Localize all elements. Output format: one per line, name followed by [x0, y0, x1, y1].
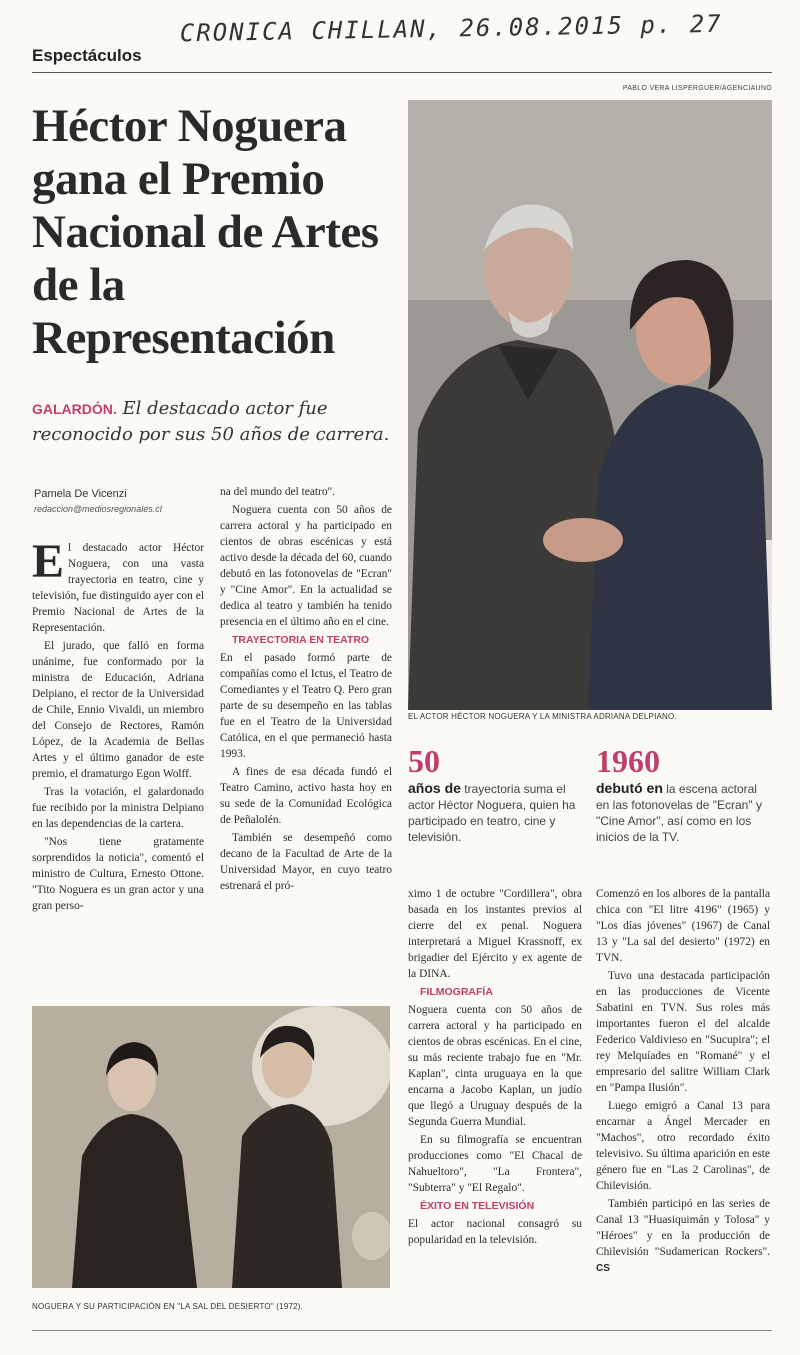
paragraph: El actor nacional consagró su popularidad en la televisión. [408, 1218, 582, 1246]
archive-photo-caption: NOGUERA Y SU PARTICIPACIÓN EN "LA SAL DEL DESIERTO" (1972). [32, 1302, 304, 1311]
paragraph: Noguera cuenta con 50 años de carrera actoral y ha participado en cientos de obras escénicas. En el cine, su más reciente trabajo fue en "Mr. Kaplan", cinta uruguaya en la que encarna a Jacobo Kaplan, un judío que llegó a Uruguay después de la Segunda Guerra Mundial. [408, 1004, 582, 1128]
paragraph: Noguera cuenta con 50 años de carrera actoral y ha participado en cientos de obras escénicas y está activo desde la década del 60, cuando debutó en las fotonovelas de "Ecran" y "Cine Amor". En la actualidad se dedica al teatro y también ha tenido presencia en el último año en el cine. [220, 504, 392, 628]
article-column-3 [408, 886, 582, 1250]
paragraph: En el pasado formó parte de compañías como el Ictus, el Teatro de Comediantes y el Teatro Q. Pero gran parte de su desempeño en las tablas fue en el Teatro de la Universidad Católica, en el que permaneció hasta 1993. [220, 652, 393, 760]
stat-number: 1960 [596, 743, 660, 779]
handwritten-source-note: CRONICA CHILLAN, 26.08.2015 p. 27 [179, 9, 723, 48]
paragraph: ximo 1 de octubre "Cordillera", obra basada en los instantes previos al cierre del ex penal. Noguera interpretará a Miguel Krassnoff, ex brigadier del Ejército y ex agente de la DINA. [408, 888, 582, 980]
paragraph: na del mundo del teatro". [220, 486, 336, 498]
lead-tag: GALARDÓN. [32, 401, 117, 417]
lead [32, 396, 402, 448]
subhead-television: ÉXITO EN TELEVISIÓN [420, 1200, 535, 1212]
paragraph: Tras la votación, el galardonado fue recibido por la ministra Delpiano en las dependencias de la cartera. [32, 786, 204, 830]
author-email: redaccion@mediosregionales.cl [34, 504, 162, 514]
archive-photo-illustration [32, 1006, 390, 1288]
paragraph: El jurado, que falló en forma unánime, fue conformado por la ministra de Educación, Adriana Delpiano, el rector de la Universidad de Chile, Ennio Vivaldi, un miembro del Consejo de Rectores, Ramón López, de la Academia de Bellas Artes y el último ganador de este premio, el dramaturgo Egon Wolff. [32, 640, 204, 780]
main-photo-illustration [408, 100, 772, 710]
dropcap: E [32, 535, 65, 588]
bottom-divider [32, 1330, 772, 1331]
paragraph: Comenzó en los albores de la pantalla chica con "El litre 4196" (1965) y "Los días jóvenes" (1967) de Canal 13 y "La sal del desierto" (1972) en TVN. [596, 888, 770, 964]
stat-debut [596, 744, 772, 845]
lead-text: El destacado actor fue reconocido por sus 50 años de carrera. [32, 398, 390, 445]
paragraph: El destacado actor Héctor Noguera, con una vasta trayectoria en teatro, cine y televisión, fue distinguido ayer con el Premio Nacional de Artes de la Representación. [32, 535, 204, 634]
photo-credit: PABLO VERA LISPERGUER/AGENCIAUNO [622, 85, 772, 92]
main-photo-caption: EL ACTOR HÉCTOR NOGUERA Y LA MINISTRA ADRIANA DELPIANO. [408, 712, 677, 721]
paragraph: También participó en las series de Canal 13 "Huasiquimán y Tolosa" y "Héroes" y en la producción de Chilevisión "Sudamerican Rockers". CS [596, 1198, 770, 1274]
stat-years [408, 744, 584, 845]
headline: Héctor Noguera gana el Premio Nacional de Artes de la Representación [32, 100, 379, 364]
subhead-trayectoria: TRAYECTORIA EN TEATRO [232, 634, 370, 646]
article-column-2 [220, 484, 392, 896]
paragraph: A fines de esa década fundó el Teatro Camino, activo hasta hoy en su sede de la Comunidad Ecológica de Peñalolén. [220, 766, 392, 826]
subhead-filmografia: FILMOGRAFÍA [420, 986, 493, 998]
paragraph: Tuvo una destacada participación en las producciones de Vicente Sabatini en TVN. Sus roles más importantes fueron el del alcalde Federico Valdivieso en "Sucupira"; el rey Melquíades en "Romané" y el empresario del salitre William Clark en "Pampa Ilusión". [596, 970, 770, 1094]
main-photo [408, 100, 772, 710]
author-name: Pamela De Vicenzi [34, 488, 127, 500]
paragraph: También se desempeñó como decano de la Facultad de Arte de la Universidad Mayor, en cuyo teatro estrenará el pró- [220, 832, 392, 892]
stat-text: debutó en la escena actoral en las fotonovelas de "Ecran" y "Cine Amor", así como en los inicios de la TV. [596, 780, 762, 844]
section-label: Espectáculos [32, 46, 142, 65]
paragraph: "Nos tiene gratamente sorprendidos la noticia", comentó el ministro de Cultura, Ernesto Ottone. "Tito Noguera es un gran actor y una gran perso- [32, 836, 204, 912]
article-column-4 [596, 886, 770, 1279]
stat-number: 50 [408, 743, 440, 779]
article-column-1 [32, 535, 204, 916]
paragraph: Luego emigró a Canal 13 para encarnar a Ángel Mercader en "Machos", otro recordado éxito televisivo. Su última aparición en este género fue en "Las 2 Carolinas", de Chilevisión. [596, 1100, 770, 1192]
end-mark: CS [596, 1263, 610, 1274]
archive-photo [32, 1006, 390, 1288]
top-divider [32, 72, 772, 73]
stat-text: años de trayectoria suma el actor Héctor Noguera, quien ha participado en teatro, cine y televisión. [408, 780, 576, 844]
paragraph: En su filmografía se encuentran producciones como "El Chacal de Nahueltoro", "La Frontera", "Subterra" y "El Regalo". [408, 1134, 582, 1194]
